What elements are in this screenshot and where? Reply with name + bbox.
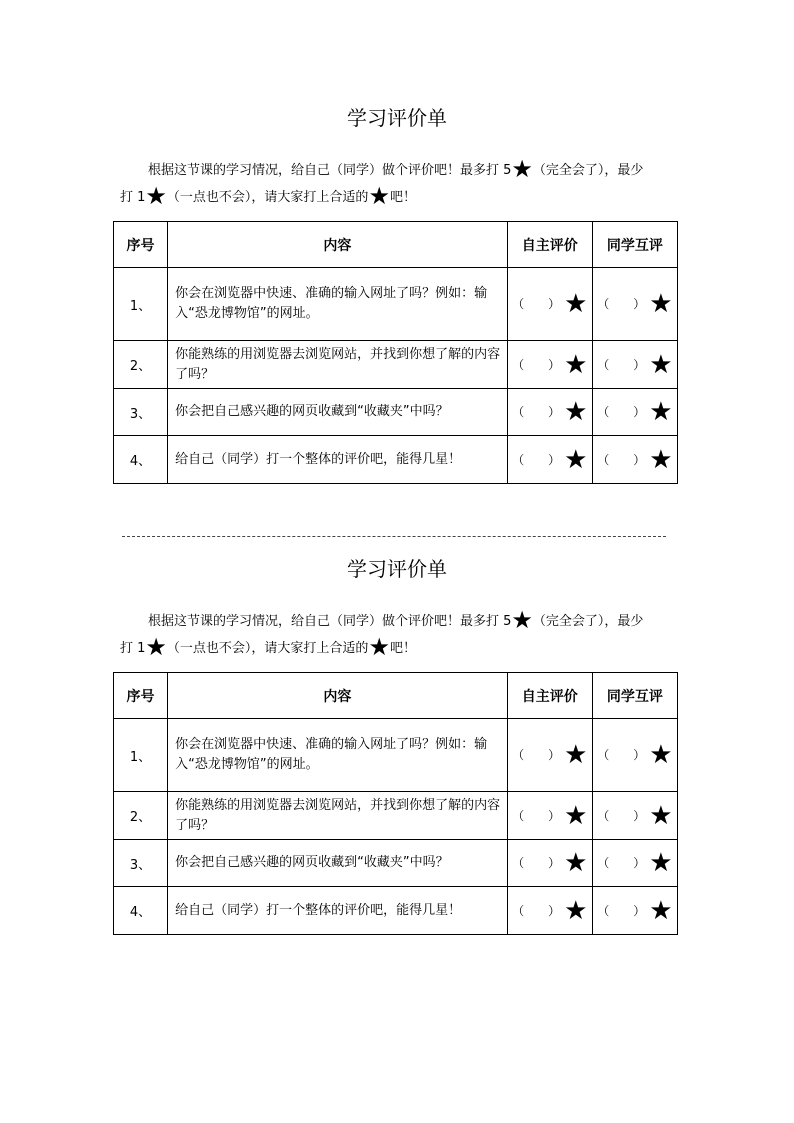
intro-paragraph — [120, 608, 680, 662]
intro-text: 打 1 — [120, 641, 146, 656]
star-icon: ★ — [564, 740, 588, 770]
header-no: 序号 — [114, 673, 168, 719]
header-content: 内容 — [168, 222, 508, 268]
rating-blank[interactable]: （ ） — [597, 903, 646, 918]
rating-blank[interactable]: （ ） — [512, 297, 561, 311]
row-content: 你能熟练的用浏览器去浏览网站，并找到你想了解的内容了吗？ — [168, 341, 508, 389]
table-row — [114, 840, 678, 887]
intro-text: 根据这节课的学习情况，给自己（同学）做个评价吧！最多打 5 — [148, 614, 512, 629]
header-self: 自主评价 — [507, 222, 592, 268]
cut-line-divider — [122, 536, 666, 537]
rating-blank[interactable]: （ ） — [512, 856, 561, 870]
row-content: 你能熟练的用浏览器去浏览网站，并找到你想了解的内容了吗？ — [168, 792, 508, 840]
row-content: 你会把自己感兴趣的网页收藏到“收藏夹”中吗？ — [168, 840, 508, 887]
table-row — [114, 436, 678, 484]
intro-text: （完全会了），最少 — [532, 163, 644, 178]
row-content: 你会在浏览器中快速、准确的输入网址了吗？例如：输入“恐龙博物馆”的网址。 — [168, 268, 508, 341]
intro-text: 打 1 — [120, 190, 146, 205]
table-row — [114, 389, 678, 436]
star-icon: ★ — [564, 349, 588, 380]
star-icon: ★ — [145, 633, 167, 661]
star-icon: ★ — [564, 848, 588, 878]
row-content: 给自己（同学）打一个整体的评价吧，能得几星！ — [168, 436, 508, 484]
star-icon: ★ — [649, 289, 673, 319]
star-icon: ★ — [649, 740, 673, 770]
star-icon: ★ — [511, 606, 533, 634]
star-icon: ★ — [368, 182, 390, 210]
row-content: 给自己（同学）打一个整体的评价吧，能得几星！ — [168, 887, 508, 935]
peer-rating-cell[interactable] — [592, 792, 677, 840]
peer-rating-cell[interactable] — [592, 389, 677, 436]
star-icon: ★ — [368, 633, 390, 661]
star-icon: ★ — [564, 289, 588, 319]
star-icon: ★ — [649, 349, 673, 380]
self-rating-cell[interactable] — [507, 887, 592, 935]
intro-text: （一点也不会），请大家打上合适的 — [166, 190, 369, 205]
table-row — [114, 341, 678, 389]
star-icon: ★ — [649, 848, 673, 878]
rating-blank[interactable]: （ ） — [597, 452, 646, 467]
table-row — [114, 887, 678, 935]
row-number: 4、 — [114, 436, 168, 484]
star-icon: ★ — [564, 444, 588, 475]
self-rating-cell[interactable] — [507, 268, 592, 341]
rating-blank[interactable]: （ ） — [512, 405, 561, 419]
star-icon: ★ — [511, 155, 533, 183]
self-rating-cell[interactable] — [507, 436, 592, 484]
row-number: 2、 — [114, 341, 168, 389]
peer-rating-cell[interactable] — [592, 268, 677, 341]
intro-text: （一点也不会），请大家打上合适的 — [166, 641, 369, 656]
rating-blank[interactable]: （ ） — [597, 405, 646, 419]
row-number: 2、 — [114, 792, 168, 840]
table-header-row — [114, 673, 678, 719]
star-icon: ★ — [564, 895, 588, 926]
row-number: 1、 — [114, 719, 168, 792]
table-row — [114, 268, 678, 341]
header-self: 自主评价 — [507, 673, 592, 719]
header-peer: 同学互评 — [592, 673, 677, 719]
star-icon: ★ — [564, 397, 588, 427]
self-rating-cell[interactable] — [507, 389, 592, 436]
peer-rating-cell[interactable] — [592, 436, 677, 484]
star-icon: ★ — [649, 397, 673, 427]
row-content: 你会把自己感兴趣的网页收藏到“收藏夹”中吗？ — [168, 389, 508, 436]
star-icon: ★ — [564, 800, 588, 831]
rating-blank[interactable]: （ ） — [512, 808, 561, 823]
self-rating-cell[interactable] — [507, 341, 592, 389]
self-rating-cell[interactable] — [507, 719, 592, 792]
peer-rating-cell[interactable] — [592, 341, 677, 389]
row-content: 你会在浏览器中快速、准确的输入网址了吗？例如：输入“恐龙博物馆”的网址。 — [168, 719, 508, 792]
row-number: 1、 — [114, 268, 168, 341]
intro-paragraph — [120, 157, 680, 211]
header-content: 内容 — [168, 673, 508, 719]
rating-blank[interactable]: （ ） — [512, 903, 561, 918]
intro-text: （完全会了），最少 — [532, 614, 644, 629]
table-row — [114, 792, 678, 840]
header-no: 序号 — [114, 222, 168, 268]
intro-text: 吧！ — [389, 190, 416, 205]
header-peer: 同学互评 — [592, 222, 677, 268]
rating-blank[interactable]: （ ） — [597, 297, 646, 311]
star-icon: ★ — [649, 800, 673, 831]
evaluation-table — [113, 672, 678, 935]
star-icon: ★ — [649, 895, 673, 926]
sheet-title: 学习评价单 — [347, 557, 447, 581]
table-row — [114, 719, 678, 792]
star-icon: ★ — [649, 444, 673, 475]
rating-blank[interactable]: （ ） — [597, 808, 646, 823]
row-number: 3、 — [114, 840, 168, 887]
rating-blank[interactable]: （ ） — [512, 357, 561, 372]
intro-text: 根据这节课的学习情况，给自己（同学）做个评价吧！最多打 5 — [148, 163, 512, 178]
peer-rating-cell[interactable] — [592, 887, 677, 935]
self-rating-cell[interactable] — [507, 840, 592, 887]
peer-rating-cell[interactable] — [592, 719, 677, 792]
rating-blank[interactable]: （ ） — [597, 856, 646, 870]
rating-blank[interactable]: （ ） — [597, 748, 646, 762]
rating-blank[interactable]: （ ） — [512, 748, 561, 762]
star-icon: ★ — [145, 182, 167, 210]
self-rating-cell[interactable] — [507, 792, 592, 840]
rating-blank[interactable]: （ ） — [597, 357, 646, 372]
rating-blank[interactable]: （ ） — [512, 452, 561, 467]
intro-text: 吧！ — [389, 641, 416, 656]
peer-rating-cell[interactable] — [592, 840, 677, 887]
evaluation-table — [113, 221, 678, 484]
table-header-row — [114, 222, 678, 268]
row-number: 3、 — [114, 389, 168, 436]
sheet-title: 学习评价单 — [347, 106, 447, 130]
row-number: 4、 — [114, 887, 168, 935]
